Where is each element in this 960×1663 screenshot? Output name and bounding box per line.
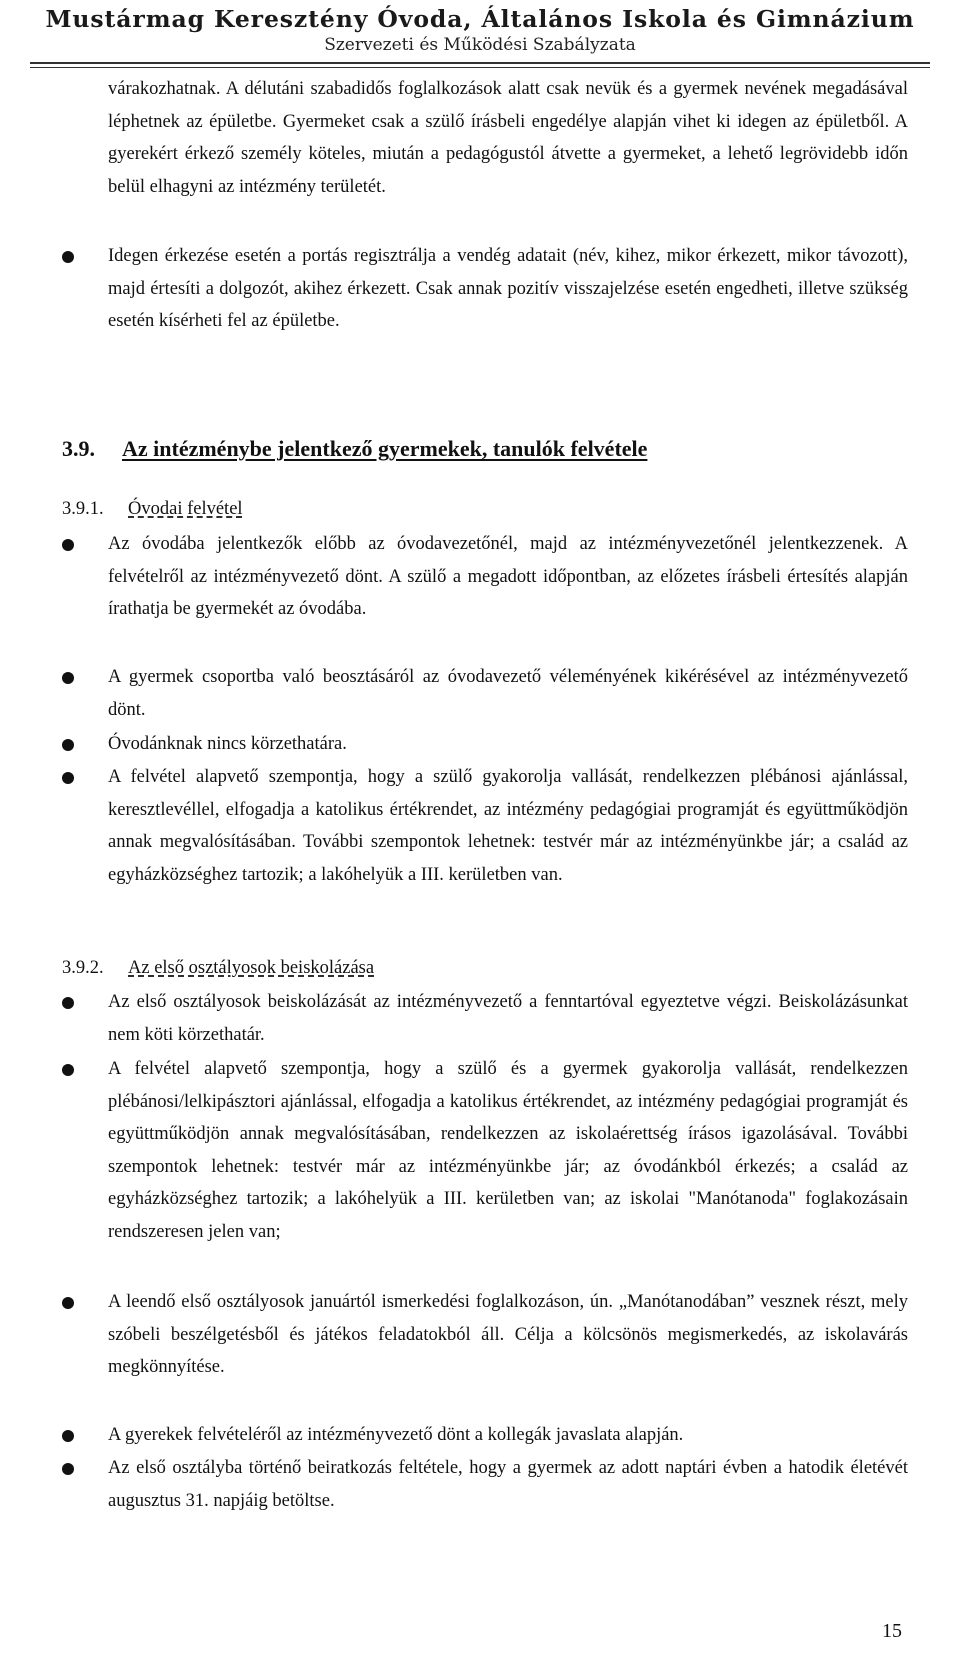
bullet-dot [62, 1297, 74, 1309]
subsection2-heading [62, 953, 374, 983]
bullet-dot [62, 251, 74, 263]
subsection1-bullet-4: A felvétel alapvető szempontja, hogy a szülő gyakorolja vallását, rendelkezzen plébánosi ajánlással, keresztlevéllel, elfogadja a katolikus értékrendet, az intézmény pedagógiai programját és együttműködjön annak megvalósításában. További szempontok lehetnek: testvér már az intézményünkbe jár; a család az egyházközséghez tartozik; a lakóhelyük a III. kerületben van. [108, 767, 908, 885]
subsection1-heading [62, 494, 243, 524]
page-number: 15 [882, 1620, 902, 1642]
bullet-dot [62, 1430, 74, 1442]
subsection1-title: Óvodai felvétel [128, 499, 243, 519]
bullet-dot [62, 1064, 74, 1076]
subsection2-bullet-2: A felvétel alapvető szempontja, hogy a szülő és a gyermek gyakorolja vallását, rendelkezzen plébánosi/lelkipásztori ajánlással, elfogadja a katolikus értékrendet, az intézmény pedagógiai programját és együttműködjön annak megvalósításában, rendelkezzen az iskolaérettség írásos igazolásával. További szempontok lehetnek: testvér már az intézményünkbe jár; az óvodánkból érkezés; a család az egyházközséghez tartozik; a lakóhelyük a III. kerületben van; az iskolai "Manótanoda" foglakozásain rendszeresen jelen van; [108, 1059, 908, 1242]
section-number: 3.9. [62, 436, 95, 461]
subsection1-bullet-3: Óvodánknak nincs körzethatára. [108, 734, 347, 754]
subsection1-bullet-2: A gyermek csoportba való beosztásáról az óvodavezető véleményének kikérésével az intézményvezető dönt. [108, 667, 908, 720]
bullet-dot [62, 539, 74, 551]
header-title: Mustármag Keresztény Óvoda, Általános Iskola és Gimnázium [45, 5, 915, 33]
subsection2-bullet-4: A gyerekek felvételéről az intézményvezető dönt a kollegák javaslata alapján. [108, 1425, 684, 1445]
section-heading [62, 434, 647, 464]
subsection2-number: 3.9.2. [62, 958, 104, 978]
header-divider [30, 62, 930, 68]
subsection2-bullet-1: Az első osztályosok beiskolázását az intézményvezető a fenntartóval egyeztetve végzi. Beiskolázásunkat nem köti körzethatár. [108, 992, 908, 1045]
subsection2-title: Az első osztályosok beiskolázása [128, 958, 375, 978]
intro-bullet-1: Idegen érkezése esetén a portás regisztrálja a vendég adatait (név, kihez, mikor érkezett, mikor távozott), majd értesíti a dolgozót, akihez érkezett. Csak annak pozitív visszajelzése esetén engedheti, illetve szükség esetén kísérheti fel az épületbe. [108, 246, 908, 331]
bullet-dot [62, 1463, 74, 1475]
bullet-dot [62, 997, 74, 1009]
bullet-dot [62, 672, 74, 684]
header-subtitle: Szervezeti és Működési Szabályzata [324, 35, 636, 55]
bullet-dot [62, 772, 74, 784]
section-title: Az intézménybe jelentkező gyermekek, tanulók felvétele [122, 436, 648, 461]
bullet-dot [62, 739, 74, 751]
subsection1-number: 3.9.1. [62, 499, 104, 519]
subsection2-bullet-3: A leendő első osztályosok januártól ismerkedési foglalkozáson, ún. „Manótanodában” vesznek részt, mely szóbeli beszélgetésből és játékos feladatokból áll. Célja a kölcsönös megismerkedés, az iskolavárás megkönnyítése. [108, 1292, 908, 1377]
page-header [0, 0, 960, 56]
subsection1-bullet-1: Az óvodába jelentkezők előbb az óvodavezetőnél, majd az intézményvezetőnél jelentkezzenek. A felvételről az intézményvezető dönt. A szülő a megadott időpontban, az előzetes írásbeli értesítés alapján írathatja be gyermekét az óvodába. [108, 534, 908, 619]
subsection2-bullet-5: Az első osztályba történő beiratkozás feltétele, hogy a gyermek az adott naptári évben a hatodik életévét augusztus 31. napjáig betöltse. [108, 1458, 908, 1511]
intro-continuation: várakozhatnak. A délutáni szabadidős foglalkozások alatt csak nevük és a gyermek nevének megadásával léphetnek az épületbe. Gyermeket csak a szülő írásbeli engedélye alapján vihet ki idegen az épületből. A gyerekért érkező személy köteles, miután a pedagógustól átvette a gyermeket, a lehető legrövidebb időn belül elhagyni az intézmény területét. [108, 79, 908, 197]
